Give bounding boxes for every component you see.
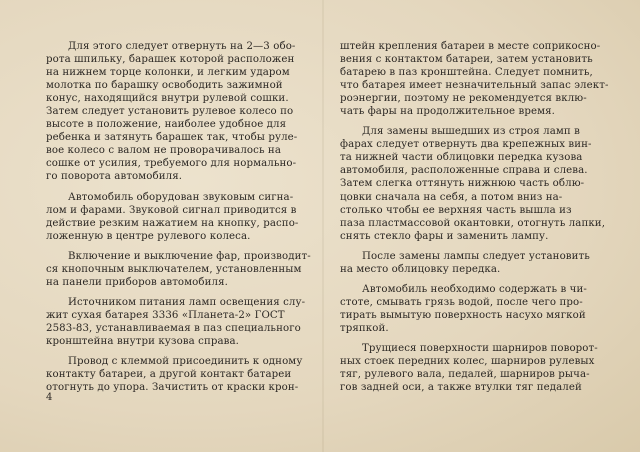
- text-line: на место облицовку передка.: [340, 263, 501, 275]
- text-line: вое колесо с валом не проворачивалось на: [46, 145, 281, 157]
- text-line: Затем следует установить рулевое колесо по: [46, 106, 294, 118]
- text-line: действие резким нажатием на кнопку, распо-: [46, 217, 299, 229]
- text-line: После замены лампы следует установить: [362, 250, 590, 262]
- text-line: столько чтобы ее верхняя часть вышла из: [340, 204, 572, 216]
- text-line: батарею в паз кронштейна. Следует помнить,: [340, 67, 593, 79]
- left-text-column: [46, 40, 314, 401]
- text-line: Провод с клеммой присоединить к одному: [68, 356, 303, 368]
- text-line: Включение и выключение фар, производит-: [68, 250, 311, 262]
- text-line: ложенную в центре рулевого колеса.: [46, 230, 251, 242]
- text-line: рота шпильку, барашек которой расположен: [46, 54, 295, 66]
- text-line: кронштейна внутри кузова справа.: [46, 335, 239, 347]
- text-line: ся кнопочным выключателем, установленным: [46, 263, 302, 275]
- text-line: чать фары на продолжительное время.: [340, 106, 555, 118]
- text-line: лом и фарами. Звуковой сигнал приводится в: [46, 204, 297, 216]
- text-line: что батарея имеет незначительный запас элект-: [340, 80, 609, 92]
- page-fold: [322, 0, 324, 452]
- paragraph: [46, 296, 314, 348]
- text-line: Автомобиль оборудован звуковым сигна-: [68, 191, 294, 203]
- right-text-column: [340, 40, 616, 401]
- text-line: гов задней оси, а также втулки тяг педалей: [340, 382, 582, 394]
- text-line: вения с контактом батареи, затем установить: [340, 54, 593, 66]
- text-line: го поворота автомобиля.: [46, 171, 183, 183]
- text-line: та нижней части облицовки передка кузова: [340, 152, 583, 164]
- text-line: Для замены вышедших из строя ламп в: [362, 126, 580, 138]
- text-line: тряпкой.: [340, 322, 389, 334]
- text-line: роэнергии, поэтому не рекомендуется вклю-: [340, 93, 587, 105]
- text-line: тяг, рулевого вала, педалей, шарниров рыча-: [340, 369, 590, 381]
- text-line: стоте, смывать грязь водой, после чего про-: [340, 296, 583, 308]
- text-line: молотка по барашку освободить зажимной: [46, 80, 283, 92]
- text-line: 2583-83, устанавливаемая в паз специального: [46, 322, 301, 334]
- text-line: сошке от усилия, требуемого для нормально-: [46, 158, 297, 170]
- text-line: ребенка и затянуть барашек так, чтобы руле-: [46, 132, 298, 144]
- text-line: снять стекло фары и заменить лампу.: [340, 230, 549, 242]
- text-line: цовки сначала на себя, а потом вниз на-: [340, 191, 563, 203]
- text-line: паза пластмассовой окантовки, отогнуть лапки,: [340, 217, 606, 229]
- text-line: Автомобиль необходимо содержать в чи-: [362, 283, 587, 295]
- text-line: Для этого следует отвернуть на 2—3 обо-: [68, 41, 296, 52]
- text-line: на панели приборов автомобиля.: [46, 276, 228, 288]
- text-line: штейн крепления батареи в месте соприкосно-: [340, 41, 601, 52]
- text-line: жит сухая батарея 3336 «Планета-2» ГОСТ: [46, 309, 285, 321]
- page-number: 4: [46, 392, 53, 403]
- paragraph: [46, 40, 314, 184]
- paragraph: [46, 191, 314, 243]
- text-line: отогнуть до упора. Зачистить от краски крон-: [46, 382, 299, 394]
- text-line: Трущиеся поверхности шарниров поворот-: [362, 342, 598, 354]
- paragraph: [340, 250, 616, 276]
- paragraph: [340, 342, 616, 394]
- text-line: ных стоек передних колес, шарниров рулевых: [340, 356, 595, 368]
- text-line: Источником питания ламп освещения слу-: [68, 296, 306, 308]
- text-line: Затем слегка оттянуть нижнюю часть облю-: [340, 178, 585, 190]
- text-line: контакту батареи, а другой контакт батареи: [46, 369, 292, 381]
- text-line: фарах следует отвернуть два крепежных вин-: [340, 139, 592, 151]
- text-line: конус, находящийся внутри рулевой сошки.: [46, 93, 289, 105]
- text-line: тирать вымытую поверхность насухо мягкой: [340, 309, 586, 321]
- text-line: высоте в положение, наиболее удобное для: [46, 119, 287, 131]
- paragraph: [46, 250, 314, 289]
- paragraph: [340, 40, 616, 118]
- paragraph: [340, 283, 616, 335]
- text-line: на нижнем торце колонки, и легким ударом: [46, 67, 290, 79]
- text-line: автомобиля, расположенные справа и слева.: [340, 165, 588, 177]
- paragraph: [340, 125, 616, 242]
- paragraph: [46, 355, 314, 394]
